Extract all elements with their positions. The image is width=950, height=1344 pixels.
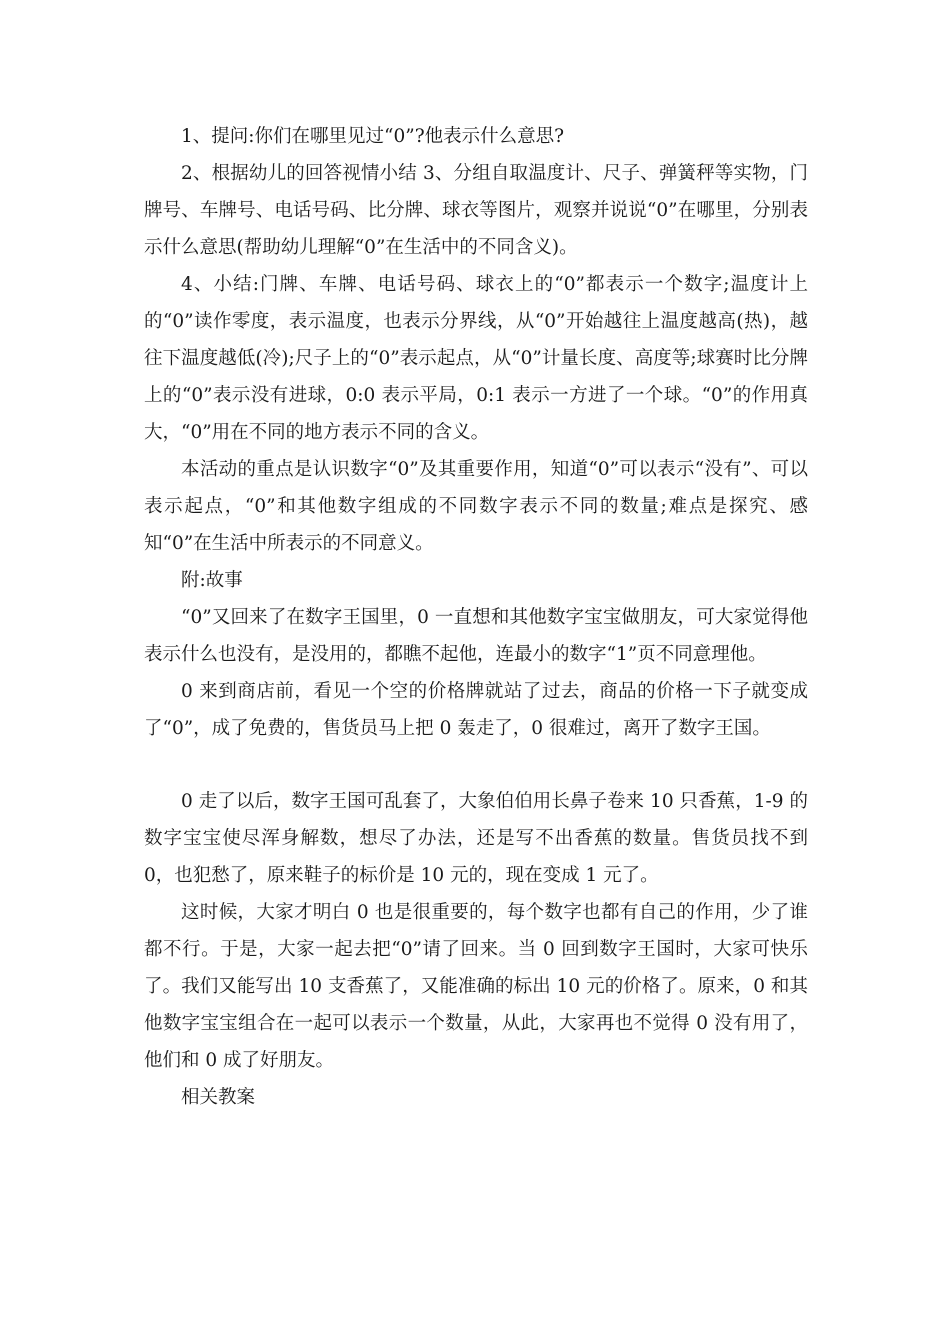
paragraph-story-intro: “0”又回来了在数字王国里，0 一直想和其他数字宝宝做朋友，可大家觉得他表示什么也没有，是没用的，都瞧不起他，连最小的数字“1”页不同意理他。 (144, 607, 808, 665)
paragraph-appendix-heading: 附:故事 (181, 570, 243, 591)
paragraph-story-chaos: 0 走了以后，数字王国可乱套了，大象伯伯用长鼻子卷来 10 只香蕉，1-9 的数字宝宝使尽浑身解数，想尽了办法，还是写不出香蕉的数量。售货员找不到 0，也犯愁了，原来鞋子的标价是 10 元的，现在变成 1 元了。 (144, 791, 808, 886)
paragraph-story-return: 这时候，大家才明白 0 也是很重要的，每个数字也都有自己的作用，少了谁都不行。于是，大家一起去把“0”请了回来。当 0 回到数字王国时，大家可快乐了。我们又能写出 10 支香蕉了，又能准确的标出 10 元的价格了。原来，0 和其他数字宝宝组合在一起可以表示一个数量，从此，大家再也不觉得 0 没有用了，他们和 0 成了好朋友。 (144, 902, 808, 1071)
paragraph-story-store: 0 来到商店前，看见一个空的价格牌就站了过去，商品的价格一下子就变成了“0”，成了免费的，售货员马上把 0 轰走了，0 很难过，离开了数字王国。 (144, 681, 808, 739)
paragraph-summary-materials: 2、根据幼儿的回答视情小结 3、分组自取温度计、尺子、弹簧秤等实物，门牌号、车牌号、电话号码、比分牌、球衣等图片，观察并说说“0”在哪里，分别表示什么意思(帮助幼儿理解“0”在生活中的不同含义)。 (144, 163, 808, 258)
paragraph-focus: 本活动的重点是认识数字“0”及其重要作用，知道“0”可以表示“没有”、可以表示起点，“0”和其他数字组成的不同数字表示不同的数量;难点是探究、感知“0”在生活中所表示的不同意义。 (144, 459, 808, 554)
paragraph-related-plans: 相关教案 (181, 1087, 256, 1108)
paragraph-question: 1、提问:你们在哪里见过“0”?他表示什么意思? (181, 126, 565, 147)
paragraph-summary-meaning: 4、小结:门牌、车牌、电话号码、球衣上的“0”都表示一个数字;温度计上的“0”读作零度，表示温度，也表示分界线，从“0”开始越往上温度越高(热)，越往下温度越低(冷);尺子上的“0”表示起点，从“0”计量长度、高度等;球赛时比分牌上的“0”表示没有进球，0:0 表示平局，0:1 表示一方进了一个球。“0”的作用真大，“0”用在不同的地方表示不同的含义。 (144, 274, 808, 443)
document-body (144, 118, 808, 1116)
